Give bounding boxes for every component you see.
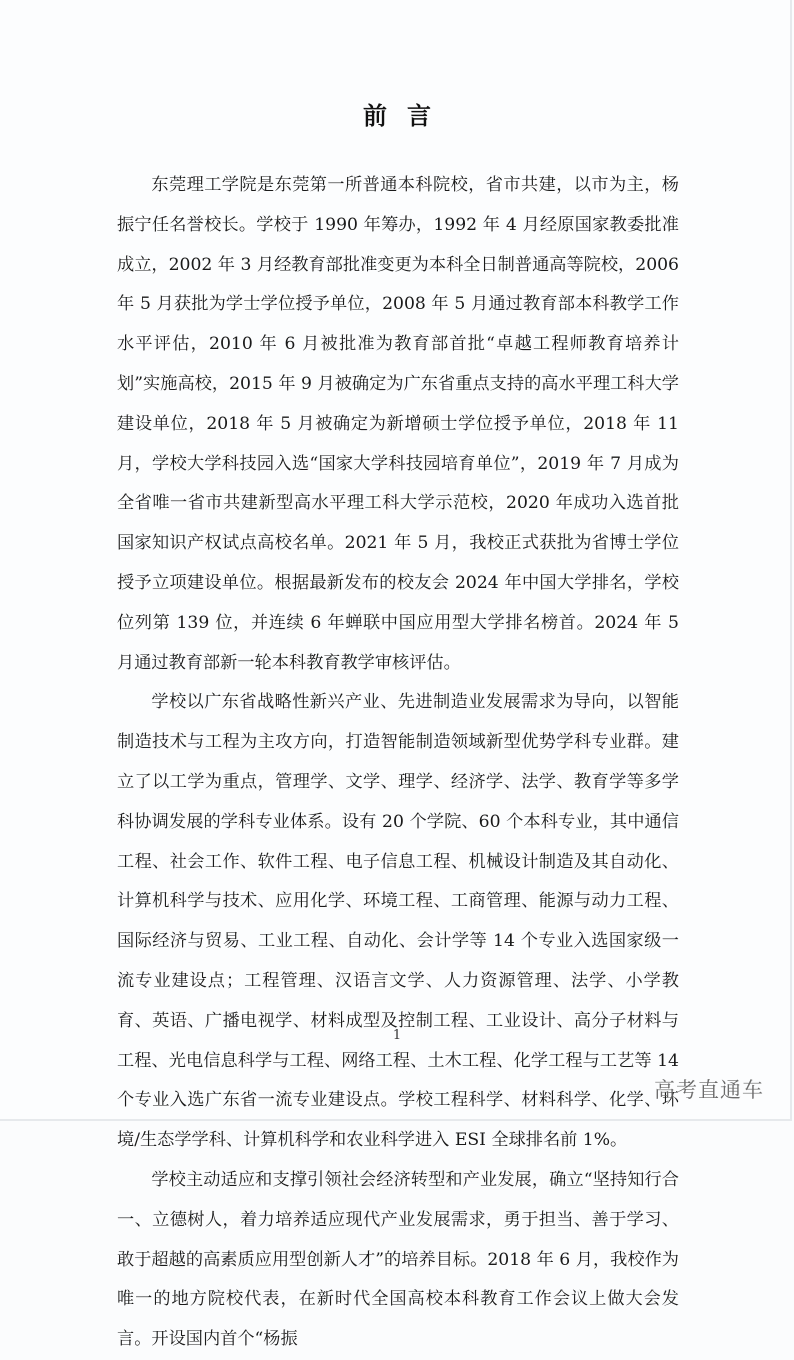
paragraph-disciplines: 学校以广东省战略性新兴产业、先进制造业发展需求为导向，以智能制造技术与工程为主攻方向，打造智能制造领域新型优势学科专业群。建立了以工学为重点，管理学、文学、理学、经济学、法学、教育学等多学科协调发展的学科专业体系。设有 20 个学院、60 个本科专业，其中通信工程、社会工作、软件工程、电子信息工程、机械设计制造及其自动化、计算机科学与技术、应用化学、环境工程、工商管理、能源与动力工程、国际经济与贸易、工业工程、自动化、会计学等 14 个专业入选国家级一流专业建设点；工程管理、汉语言文学、人力资源管理、法学、小学教育、英语、广播电视学、材料成型及控制工程、工业设计、高分子材料与工程、光电信息科学与工程、网络工程、土木工程、化学工程与工艺等 14 个专业入选广东省一流专业建设点。学校工程科学、材料科学、化学、环境/生态学学科、计算机科学和农业科学进入 ESI 全球排名前 1%。 [117,692,679,1151]
watermark-text: 高考直通车 [654,1078,764,1102]
paragraph-training-goals: 学校主动适应和支撑引领社会经济转型和产业发展，确立“坚持知行合一、立德树人，着力培养适应现代产业发展需求，勇于担当、善于学习、敢于超越的高素质应用型创新人才”的培养目标。2018 年 6 月，我校作为唯一的地方院校代表，在新时代全国高校本科教育工作会议上做大会发言。开设国内首个“杨振 [117,1169,679,1350]
document-body [117,166,679,1360]
paragraph-history: 东莞理工学院是东莞第一所普通本科院校，省市共建，以市为主，杨振宁任名誉校长。学校于 1990 年筹办，1992 年 4 月经原国家教委批准成立，2002 年 3 月经教育部批准变更为本科全日制普通高等院校，2006 年 5 月获批为学士学位授予单位，2008 年 5 月通过教育部本科教学工作水平评估，2010 年 6 月被批准为教育部首批“卓越工程师教育培养计划”实施高校，2015 年 9 月被确定为广东省重点支持的高水平理工科大学建设单位，2018 年 5 月被确定为新增硕士学位授予单位，2018 年 11 月，学校大学科技园入选“国家大学科技园培育单位”，2019 年 7 月成为全省唯一省市共建新型高水平理工科大学示范校，2020 年成功入选首批国家知识产权试点高校名单。2021 年 5 月，我校正式获批为省博士学位授予立项建设单位。根据最新发布的校友会 2024 年中国大学排名，学校位列第 139 位，并连续 6 年蝉联中国应用型大学排名榜首。2024 年 5 月通过教育部新一轮本科教育教学审核评估。 [117,175,679,673]
page-title: 前言 [363,102,451,130]
page-number: 1 [392,1028,402,1043]
